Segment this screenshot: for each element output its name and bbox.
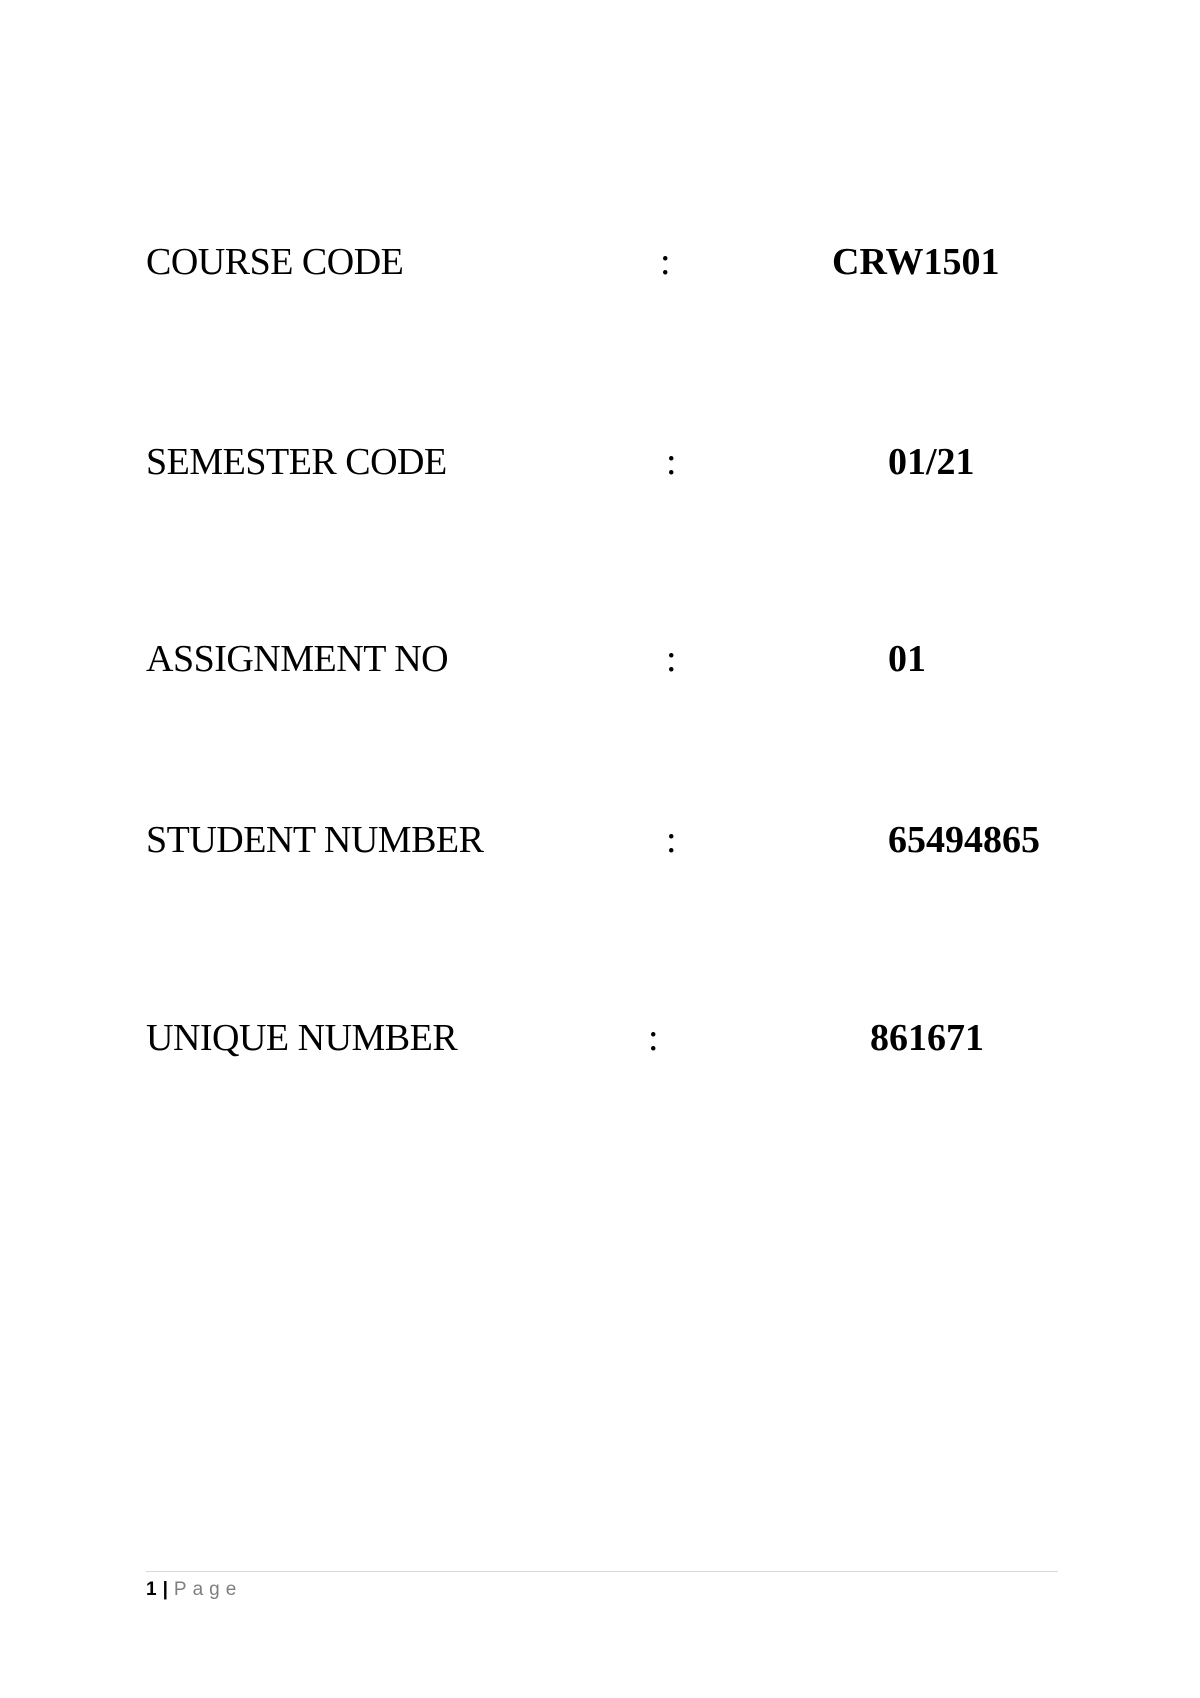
assignment-no-row bbox=[0, 629, 1200, 689]
unique-number-label: UNIQUE NUMBER bbox=[146, 1017, 458, 1059]
semester-code-value: 01/21 bbox=[888, 441, 975, 483]
course-code-value: CRW1501 bbox=[832, 241, 1000, 283]
unique-number-value: 861671 bbox=[870, 1017, 984, 1059]
semester-code-colon: : bbox=[666, 441, 677, 483]
student-number-row bbox=[0, 810, 1200, 870]
semester-code-row bbox=[0, 432, 1200, 492]
student-number-value: 65494865 bbox=[888, 819, 1040, 861]
footer-divider bbox=[146, 1571, 1058, 1572]
semester-code-label: SEMESTER CODE bbox=[146, 441, 447, 483]
student-number-colon: : bbox=[666, 819, 677, 861]
footer-separator: | bbox=[162, 1579, 168, 1600]
assignment-no-value: 01 bbox=[888, 638, 926, 680]
course-code-colon: : bbox=[660, 241, 671, 283]
footer-page-label: Page bbox=[173, 1579, 243, 1600]
course-code-label: COURSE CODE bbox=[146, 241, 404, 283]
student-number-label: STUDENT NUMBER bbox=[146, 819, 484, 861]
page-footer bbox=[146, 1577, 242, 1603]
assignment-no-label: ASSIGNMENT NO bbox=[146, 638, 449, 680]
course-code-row bbox=[0, 232, 1200, 292]
footer-page-number: 1 bbox=[146, 1579, 157, 1600]
unique-number-row bbox=[0, 1008, 1200, 1068]
assignment-no-colon: : bbox=[666, 638, 677, 680]
unique-number-colon: : bbox=[648, 1017, 659, 1059]
